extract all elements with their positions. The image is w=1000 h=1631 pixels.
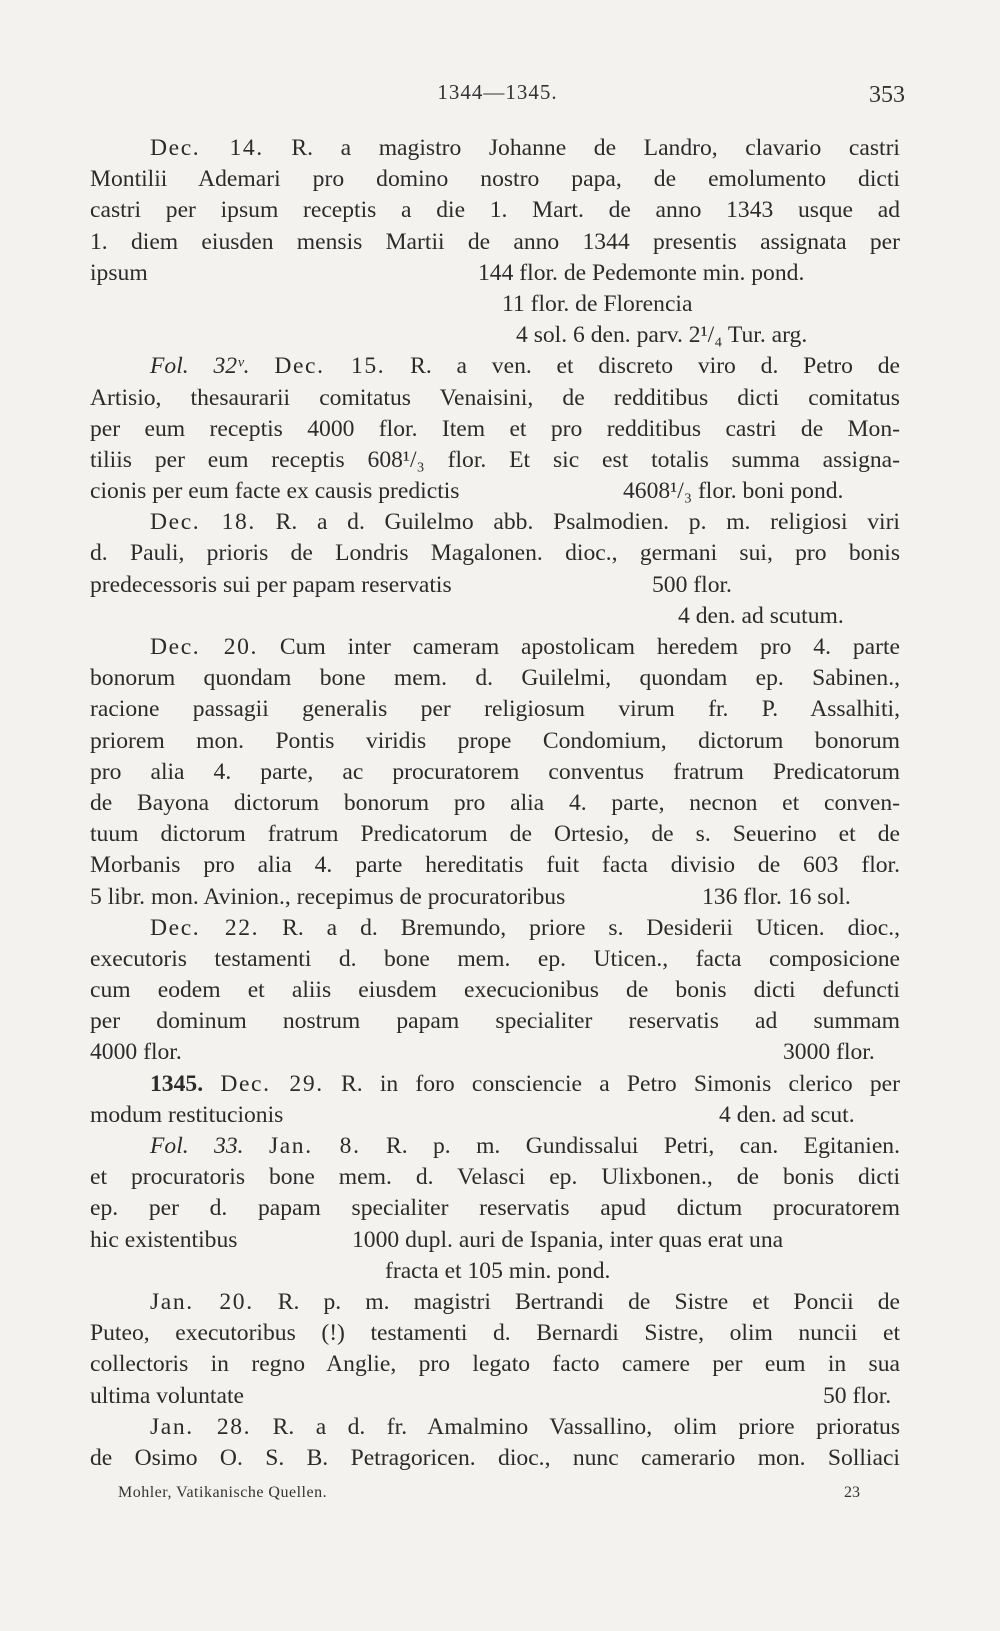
text-line: racione passagii generalis per religiosum virum fr. P. Assalhiti,	[90, 696, 900, 723]
text-line: predecessoris sui per papam reservatis 500 flor.	[90, 570, 900, 601]
text-line: castri per ipsum receptis a die 1. Mart. de anno 1343 usque ad	[90, 197, 900, 224]
text-line: Montilii Ademari pro domino nostro papa, de emolumento dicti	[90, 166, 900, 193]
footer-source: Mohler, Vatikanische Quellen.	[118, 1484, 328, 1501]
text-line: 1345. Dec. 29. R. in foro consciencie a Petro Simonis clerico per	[150, 1070, 901, 1097]
text-line: tuum dictorum fratrum Predicatorum de Ortesio, de s. Seuerino et de	[90, 821, 900, 848]
text-line: ipsum 144 flor. de Pedemonte min. pond.	[90, 258, 900, 289]
entry-date: Jan. 28.	[150, 1413, 252, 1440]
amount: 136 flor. 16 sol.	[702, 883, 851, 910]
page-number: 353	[869, 82, 905, 108]
document-body	[90, 133, 900, 1474]
text-line: Puteo, executoribus (!) testamenti d. Bernardi Sistre, olim nuncii et	[90, 1320, 900, 1347]
entry-date: Dec. 14.	[150, 135, 264, 161]
text-line	[90, 320, 900, 351]
text-line: et procuratoris bone mem. d. Velasci ep. Ulixbonen., de bonis dicti	[90, 1164, 900, 1191]
entry-date: Dec. 22.	[150, 914, 260, 941]
entry-date: Jan. 8.	[268, 1133, 361, 1159]
text-line: d. Pauli, prioris de Londris Magalonen. dioc., germani sui, pro bonis	[90, 540, 900, 567]
text-line: 4000 flor. 3000 flor.	[90, 1037, 900, 1068]
text-line: executoris testamenti d. bone mem. ep. Uticen., facta composicione	[90, 945, 900, 972]
text-line: Jan. 28. R. a d. fr. Amalmino Vassallino, olim priore prioratus	[150, 1413, 900, 1440]
text-line: priorem mon. Pontis viridis prope Condomium, dictorum bonorum	[90, 727, 900, 754]
text-line: ep. per d. papam specialiter reservatis apud dictum procuratorem	[90, 1195, 900, 1222]
text-line: de Osimo O. S. B. Petragoricen. dioc., nunc camerario mon. Solliaci	[90, 1444, 900, 1471]
entry-date: Dec. 15.	[274, 353, 386, 380]
text-line	[90, 601, 900, 632]
text-line	[90, 1256, 900, 1287]
header-years: 1344—1345.	[437, 80, 558, 104]
amount: 4 sol. 6 den. parv. 2¹/₄ Tur. arg.	[516, 322, 808, 349]
text-line: Dec. 22. R. a d. Bremundo, priore s. Desiderii Uticen. dioc.,	[150, 914, 901, 941]
text-line	[90, 289, 900, 320]
text-line: Fol. 33. Jan. 8. R. p. m. Gundissalui Petri, can. Egitanien.	[150, 1133, 900, 1159]
amount: 4 den. ad scutum.	[678, 602, 844, 629]
amount: 3000 flor.	[783, 1039, 875, 1066]
text-line: Morbanis pro alia 4. parte hereditatis fuit facta divisio de 603 flor.	[90, 852, 900, 879]
text-line: ultima voluntate 50 flor.	[90, 1381, 900, 1412]
text-line: per dominum nostrum papam specialiter reservatis ad summam	[90, 1008, 900, 1035]
text-line: Fol. 32ᵛ. Dec. 15. R. a ven. et discreto viro d. Petro de	[150, 353, 900, 380]
amount: 11 flor. de Florencia	[502, 290, 693, 317]
page-footer	[118, 1484, 860, 1508]
text-line: cum eodem et aliis eiusdem execucionibus de bonis dicti defuncti	[90, 977, 900, 1004]
text-line: Jan. 20. R. p. m. magistri Bertrandi de Sistre et Poncii de	[150, 1288, 901, 1315]
amount: 4608¹/₃ flor. boni pond.	[623, 478, 844, 505]
text-line: collectoris in regno Anglie, pro legato facto camere per eum in sua	[90, 1351, 900, 1378]
text-line: modum restitucionis 4 den. ad scut.	[90, 1100, 900, 1131]
signature-mark: 23	[844, 1484, 860, 1501]
year-marker: 1345.	[150, 1070, 204, 1097]
amount: 500 flor.	[652, 571, 732, 598]
amount: 4 den. ad scut.	[719, 1101, 855, 1128]
text-line: cionis per eum facte ex causis predictis 4608¹/₃ flor. boni pond.	[90, 476, 900, 507]
text-line: Dec. 14. R. a magistro Johanne de Landro, clavario castri	[150, 135, 900, 161]
text-line: de Bayona dictorum bonorum pro alia 4. parte, necnon et conven-	[90, 789, 900, 816]
folio-ref: Fol. 33.	[150, 1133, 244, 1159]
text-line: tiliis per eum receptis 608¹/₃ flor. Et sic est totalis summa assigna-	[90, 446, 900, 473]
entry-date: Dec. 20.	[150, 634, 259, 660]
amount: 144 flor. de Pedemonte min. pond.	[478, 259, 805, 286]
text-line: bonorum quondam bone mem. d. Guilelmi, quondam ep. Sabinen.,	[90, 665, 900, 692]
text-line: Artisio, thesaurarii comitatus Venaisini, de redditibus dicti comitatus	[90, 384, 900, 411]
text-line: 5 libr. mon. Avinion., recepimus de procuratoribus 136 flor. 16 sol.	[90, 882, 900, 913]
text-line: per eum receptis 4000 flor. Item et pro redditibus castri de Mon-	[90, 415, 900, 442]
amount: fracta et 105 min. pond.	[385, 1257, 611, 1284]
text-line: 1. diem eiusden mensis Martii de anno 1344 presentis assignata per	[90, 228, 900, 255]
entry-date: Dec. 29.	[220, 1070, 324, 1097]
entry-date: Dec. 18.	[150, 509, 256, 536]
amount: 1000 dupl. auri de Ispania, inter quas erat una	[352, 1226, 784, 1253]
text-line: hic existentibus 1000 dupl. auri de Ispania, inter quas erat una	[90, 1225, 900, 1256]
entry-date: Jan. 20.	[150, 1288, 254, 1315]
text-line: pro alia 4. parte, ac procuratorem conventus fratrum Predicatorum	[90, 758, 900, 785]
folio-ref: Fol. 32ᵛ.	[150, 353, 250, 380]
amount: 50 flor.	[823, 1382, 892, 1409]
text-line: Dec. 18. R. a d. Guilelmo abb. Psalmodien. p. m. religiosi viri	[150, 509, 900, 536]
text-line: Dec. 20. Cum inter cameram apostolicam heredem pro 4. parte	[150, 634, 900, 660]
running-header	[90, 80, 905, 110]
